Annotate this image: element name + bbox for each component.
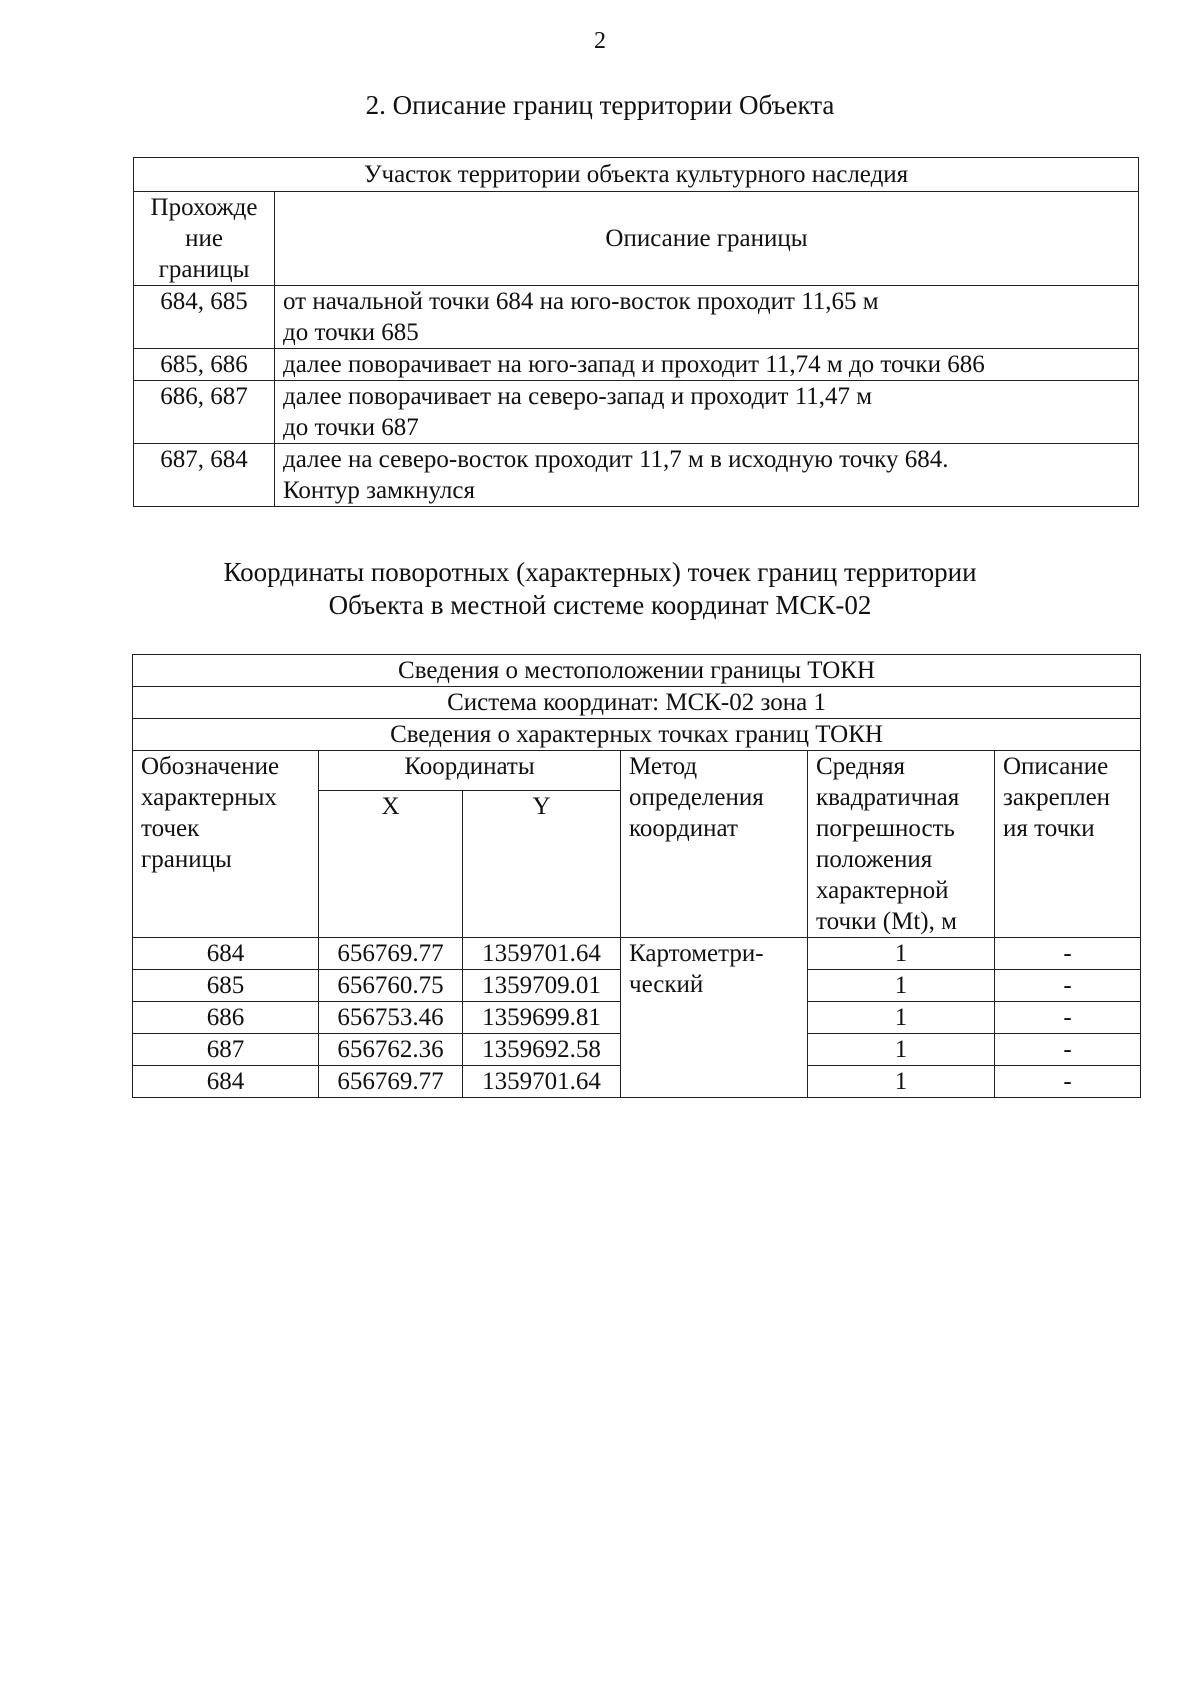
coordinates-heading bbox=[0, 556, 1200, 622]
header-line: характерной bbox=[816, 877, 949, 904]
column-header-coordinates: Координаты bbox=[319, 751, 621, 791]
x-cell: 656753.46 bbox=[319, 1002, 463, 1034]
header-line: ия точки bbox=[1003, 815, 1095, 842]
x-cell: 656760.75 bbox=[319, 970, 463, 1002]
header-line: определения bbox=[629, 784, 764, 811]
error-cell: 1 bbox=[808, 970, 995, 1002]
header-line: Метод bbox=[629, 753, 698, 780]
y-cell: 1359701.64 bbox=[463, 1066, 621, 1098]
column-header-fixing bbox=[995, 751, 1141, 938]
header-line: Описание bbox=[1003, 753, 1109, 780]
method-line: Картометри- bbox=[629, 940, 764, 967]
boundary-description-cell bbox=[275, 381, 1139, 444]
header-line: точек bbox=[141, 815, 200, 842]
coords-title-location: Сведения о местоположении границы ТОКН bbox=[133, 655, 1141, 687]
x-cell: 656769.77 bbox=[319, 1066, 463, 1098]
header-line: Обозначение bbox=[141, 753, 280, 780]
error-cell: 1 bbox=[808, 1002, 995, 1034]
y-cell: 1359701.64 bbox=[463, 938, 621, 970]
method-cell bbox=[621, 938, 808, 1098]
column-header-method bbox=[621, 751, 808, 938]
table-title-row bbox=[134, 158, 1139, 192]
error-cell: 1 bbox=[808, 938, 995, 970]
column-header-mean-error bbox=[808, 751, 995, 938]
error-cell: 1 bbox=[808, 1066, 995, 1098]
header-line: квадратичная bbox=[816, 784, 960, 811]
point-cell: 684 bbox=[133, 938, 319, 970]
point-cell: 684 bbox=[133, 1066, 319, 1098]
description-line: далее поворачивает на юго-запад и проходит 11,74 м до точки 686 bbox=[283, 351, 985, 378]
table-row bbox=[134, 381, 1139, 444]
y-cell: 1359699.81 bbox=[463, 1002, 621, 1034]
header-line: положения bbox=[816, 846, 933, 873]
table-header-row bbox=[134, 192, 1139, 286]
boundary-description-cell bbox=[275, 349, 1139, 381]
column-header-x: X bbox=[319, 791, 463, 938]
coordinates-table bbox=[132, 654, 1141, 1098]
header-line: координат bbox=[629, 815, 738, 842]
page-number: 2 bbox=[594, 28, 606, 54]
description-line: до точки 687 bbox=[283, 414, 419, 441]
boundary-points-cell: 687, 684 bbox=[134, 444, 275, 507]
header-line: характерных bbox=[141, 784, 277, 811]
description-line: далее на северо-восток проходит 11,7 м в исходную точку 684. bbox=[283, 446, 949, 473]
table-row bbox=[134, 444, 1139, 507]
header-line: погрешность bbox=[816, 815, 955, 842]
description-line: Контур замкнулся bbox=[283, 477, 475, 504]
description-line: далее поворачивает на северо-запад и проходит 11,47 м bbox=[283, 383, 873, 410]
table-row bbox=[134, 286, 1139, 349]
table-row bbox=[134, 349, 1139, 381]
section-title: 2. Описание границ территории Объекта bbox=[365, 90, 835, 120]
boundary-table-title: Участок территории объекта культурного наследия bbox=[134, 158, 1139, 192]
header-line: границы bbox=[158, 256, 250, 283]
header-line: закреплен bbox=[1003, 784, 1111, 811]
header-line: ние bbox=[185, 225, 223, 252]
coords-title-system: Система координат: МСК-02 зона 1 bbox=[133, 687, 1141, 719]
y-cell: 1359709.01 bbox=[463, 970, 621, 1002]
description-line: от начальной точки 684 на юго-восток проходит 11,65 м bbox=[283, 288, 879, 315]
method-line: ческий bbox=[629, 971, 704, 998]
column-header-boundary-pass bbox=[134, 192, 275, 286]
point-cell: 687 bbox=[133, 1034, 319, 1066]
header-line: точки (Mt), м bbox=[816, 908, 957, 935]
column-header-boundary-description: Описание границы bbox=[275, 192, 1139, 286]
coords-title-points: Сведения о характерных точках границ ТОКН bbox=[133, 719, 1141, 751]
table-title-row bbox=[133, 655, 1141, 687]
fix-cell: - bbox=[995, 1002, 1141, 1034]
boundary-description-table bbox=[133, 157, 1139, 507]
fix-cell: - bbox=[995, 1066, 1141, 1098]
error-cell: 1 bbox=[808, 1034, 995, 1066]
header-line: Прохожде bbox=[150, 194, 258, 221]
boundary-points-cell: 686, 687 bbox=[134, 381, 275, 444]
x-cell: 656762.36 bbox=[319, 1034, 463, 1066]
coordinates-heading-line-1: Координаты поворотных (характерных) точек границ территории bbox=[223, 557, 977, 587]
header-line: границы bbox=[141, 846, 232, 873]
table-title-row bbox=[133, 687, 1141, 719]
boundary-description-cell bbox=[275, 286, 1139, 349]
boundary-points-cell: 684, 685 bbox=[134, 286, 275, 349]
description-line: до точки 685 bbox=[283, 319, 419, 346]
point-cell: 685 bbox=[133, 970, 319, 1002]
fix-cell: - bbox=[995, 1034, 1141, 1066]
x-cell: 656769.77 bbox=[319, 938, 463, 970]
table-header-row bbox=[133, 751, 1141, 791]
column-header-designation bbox=[133, 751, 319, 938]
fix-cell: - bbox=[995, 938, 1141, 970]
header-line: Средняя bbox=[816, 753, 906, 780]
boundary-description-cell bbox=[275, 444, 1139, 507]
column-header-y: Y bbox=[463, 791, 621, 938]
table-row bbox=[133, 938, 1141, 970]
point-cell: 686 bbox=[133, 1002, 319, 1034]
coordinates-heading-line-2: Объекта в местной системе координат МСК-02 bbox=[328, 590, 872, 620]
y-cell: 1359692.58 bbox=[463, 1034, 621, 1066]
boundary-points-cell: 685, 686 bbox=[134, 349, 275, 381]
fix-cell: - bbox=[995, 970, 1141, 1002]
table-title-row bbox=[133, 719, 1141, 751]
